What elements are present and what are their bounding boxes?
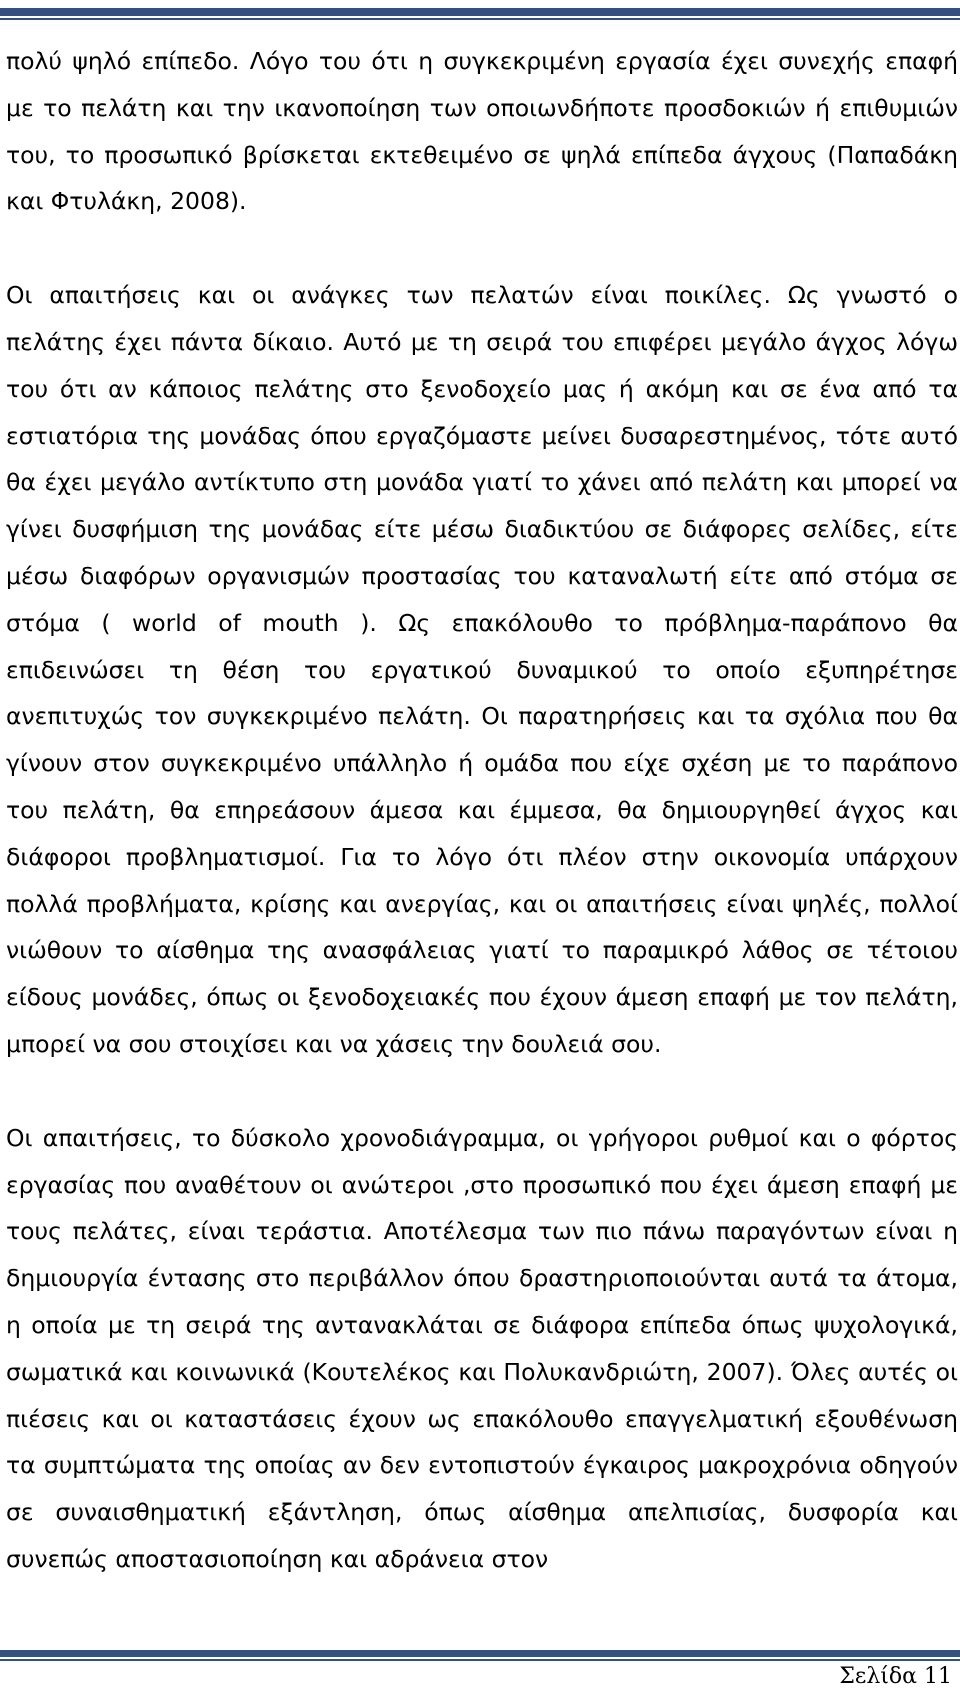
header-rule	[0, 8, 960, 16]
page-body	[6, 38, 958, 1583]
paragraph-2: Οι απαιτήσεις και οι ανάγκες των πελατών είναι ποικίλες. Ως γνωστό ο πελάτης έχει πάντα δίκαιο. Αυτό με τη σειρά του επιφέρει μεγάλο άγχος λόγω του ότι αν κάποιος πελάτης στο ξενοδοχείο μας ή ακόμη και σε ένα από τα εστιατόρια της μονάδας όπου εργαζόμαστε μείνει δυσαρεστημένος, τότε αυτό θα έχει μεγάλο αντίκτυπο στη μονάδα γιατί το χάνει από πελάτη και μπορεί να γίνει δυσφήμιση της μονάδας είτε μέσω διαδικτύου σε διάφορες σελίδες, είτε μέσω διαφόρων οργανισμών προστασίας του καταναλωτή είτε από στόμα σε στόμα ( world of mouth ). Ως επακόλουθο το πρόβλημα-παράπονο θα επιδεινώσει τη θέση του εργατικού δυναμικού το οποίο εξυπηρέτησε ανεπιτυχώς τον συγκεκριμένο πελάτη. Οι παρατηρήσεις και τα σχόλια που θα γίνουν στον συγκεκριμένο υπάλληλο ή ομάδα που είχε σχέση με το παράπονο του πελάτη, θα επηρεάσουν άμεσα και έμμεσα, θα δημιουργηθεί άγχος και διάφοροι προβληματισμοί. Για το λόγο ότι πλέον στην οικονομία υπάρχουν πολλά προβλήματα, κρίσης και ανεργίας, και οι απαιτήσεις είναι ψηλές, πολλοί νιώθουν το αίσθημα της ανασφάλειας γιατί το παραμικρό λάθος σε τέτοιου είδους μονάδες, όπως οι ξενοδοχειακές που έχουν άμεση επαφή με τον πελάτη, μπορεί να σου στοιχίσει και να χάσεις την δουλειά σου.	[6, 281, 958, 1058]
paragraph-gap	[6, 225, 958, 272]
header-rule-thin	[0, 18, 960, 20]
page-number: Σελίδα 11	[839, 1664, 952, 1689]
paragraph-1: πολύ ψηλό επίπεδο. Λόγο του ότι η συγκεκριμένη εργασία έχει συνεχής επαφή με το πελάτη και την ικανοποίηση των οποιωνδήποτε προσδοκιών ή επιθυμιών του, το προσωπικό βρίσκεται εκτεθειμένο σε ψηλά επίπεδα άγχους (Παπαδάκη και Φτυλάκη, 2008).	[6, 47, 958, 216]
footer-rule	[0, 1650, 960, 1657]
paragraph-3: Οι απαιτήσεις, το δύσκολο χρονοδιάγραμμα, οι γρήγοροι ρυθμοί και ο φόρτος εργασίας που αναθέτουν οι ανώτεροι ,στο προσωπικό που έχει άμεση επαφή με τους πελάτες, είναι τεράστια. Αποτέλεσμα των πιο πάνω παραγόντων είναι η δημιουργία έντασης στο περιβάλλον όπου δραστηριοποιούνται αυτά τα άτομα, η οποία με τη σειρά της αντανακλάται σε διάφορα επίπεδα όπως ψυχολογικά, σωματικά και κοινωνικά (Κουτελέκος και Πολυκανδριώτη, 2007). Όλες αυτές οι πιέσεις και οι καταστάσεις έχουν ως επακόλουθο επαγγελματική εξουθένωση τα συμπτώματα της οποίας αν δεν εντοπιστούν έγκαιρος μακροχρόνια οδηγούν σε συναισθηματική εξάντληση, όπως αίσθημα απελπισίας, δυσφορία και συνεπώς αποστασιοποίηση και αδράνεια στον	[6, 1123, 958, 1573]
footer-rule-thin	[0, 1659, 960, 1661]
paragraph-gap	[6, 1068, 958, 1115]
